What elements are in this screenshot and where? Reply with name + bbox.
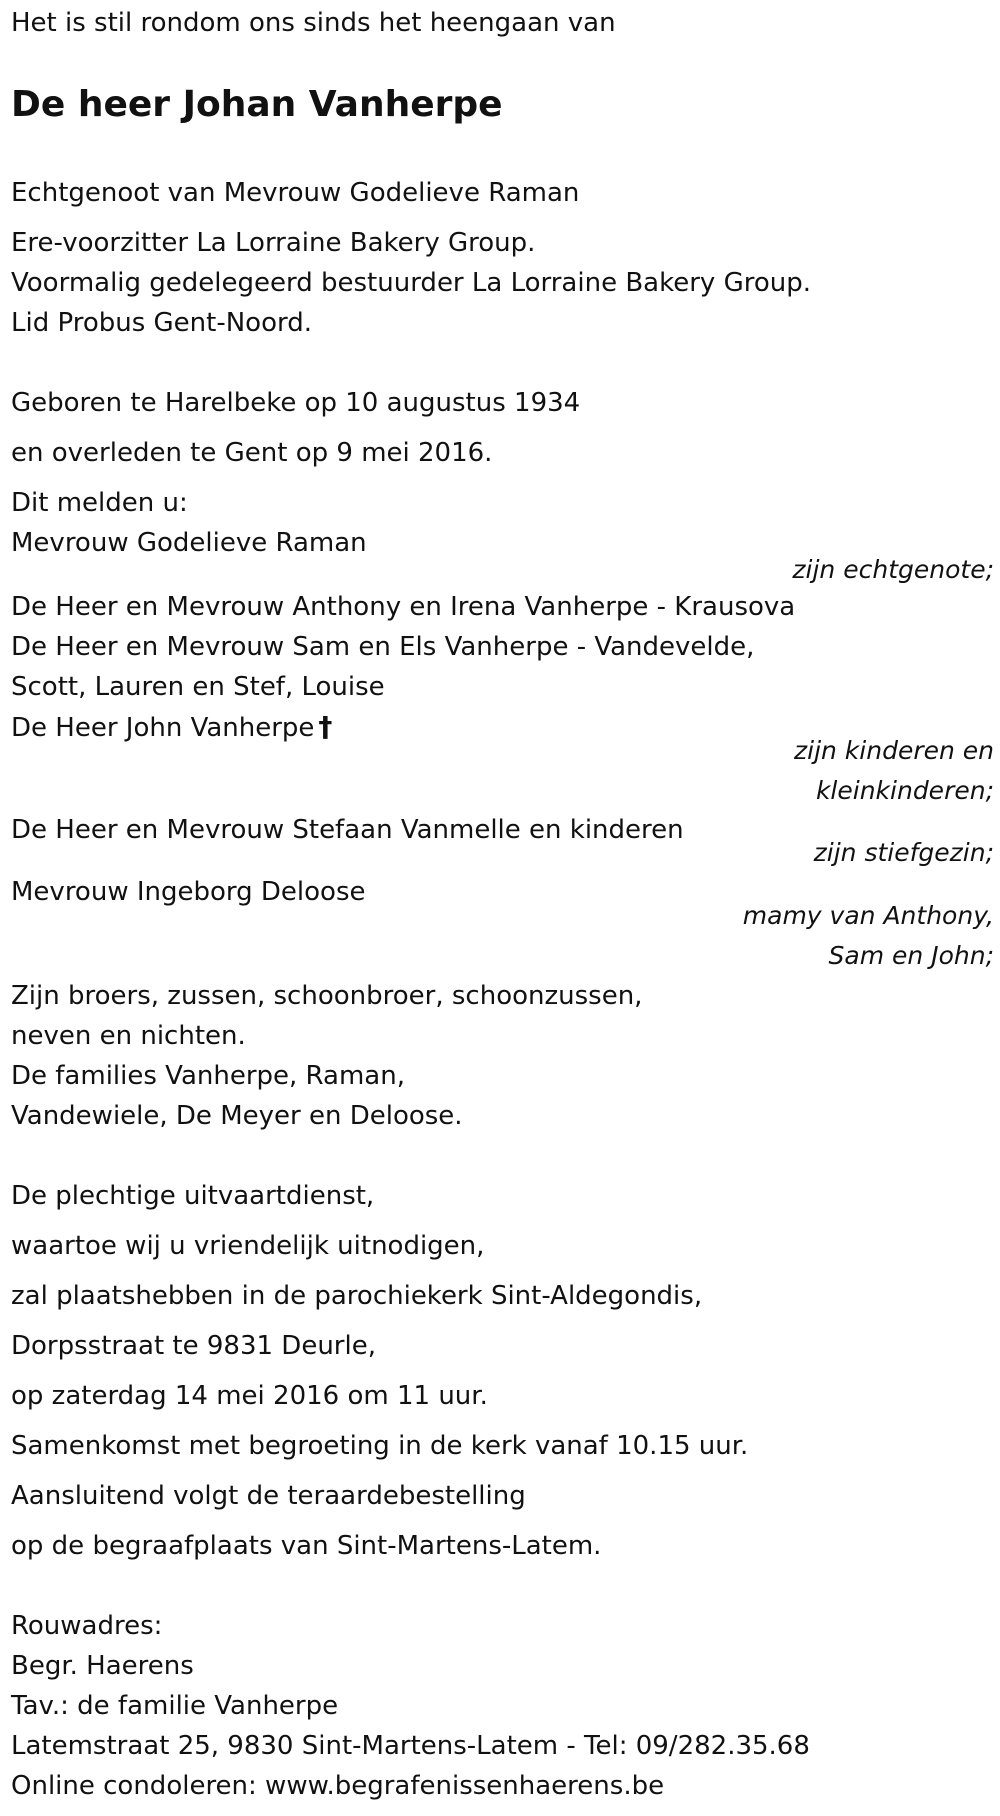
intro-line: Het is stil rondom ons sinds het heengaan van (11, 8, 616, 38)
address-label: Rouwadres: (11, 1611, 163, 1641)
mamy-role: mamy van Anthony, (742, 901, 994, 930)
title-line: Voormalig gedelegeerd bestuurder La Lorraine Bakery Group. (11, 268, 811, 298)
title-line: Lid Probus Gent-Noord. (11, 308, 312, 338)
service-line: op de begraafplaats van Sint-Martens-Latem. (11, 1531, 602, 1561)
child-line: Scott, Lauren en Stef, Louise (11, 672, 385, 702)
died-line: en overleden te Gent op 9 mei 2016. (11, 438, 493, 468)
announce-line: Dit melden u: (11, 488, 188, 518)
relatives-line: neven en nichten. (11, 1021, 246, 1051)
relatives-line: Zijn broers, zussen, schoonbroer, schoonzussen, (11, 981, 643, 1011)
cross-icon: † (318, 710, 333, 743)
child-line-john (11, 710, 332, 745)
mamy-name: Mevrouw Ingeborg Deloose (11, 877, 366, 907)
title-line: Ere-voorzitter La Lorraine Bakery Group. (11, 228, 536, 258)
service-line: Dorpsstraat te 9831 Deurle, (11, 1331, 376, 1361)
service-line: De plechtige uitvaartdienst, (11, 1181, 375, 1211)
service-line: zal plaatshebben in de parochiekerk Sint-Aldegondis, (11, 1281, 703, 1311)
step-role: zijn stiefgezin; (813, 838, 994, 867)
spouse-line: Echtgenoot van Mevrouw Godelieve Raman (11, 178, 580, 208)
service-line: op zaterdag 14 mei 2016 om 11 uur. (11, 1381, 488, 1411)
children-role: zijn kinderen en (794, 736, 994, 765)
spouse-role: zijn echtgenote; (792, 555, 994, 584)
address-line: Latemstraat 25, 9830 Sint-Martens-Latem - Tel: 09/282.35.68 (11, 1731, 810, 1761)
service-line: Samenkomst met begroeting in de kerk vanaf 10.15 uur. (11, 1431, 749, 1461)
step-family: De Heer en Mevrouw Stefaan Vanmelle en kinderen (11, 815, 684, 845)
born-line: Geboren te Harelbeke op 10 augustus 1934 (11, 388, 581, 418)
deceased-name: De heer Johan Vanherpe (11, 84, 503, 125)
child-line: De Heer en Mevrouw Anthony en Irena Vanherpe - Krausova (11, 592, 796, 622)
mamy-role: Sam en John; (828, 941, 994, 970)
children-role: kleinkinderen; (815, 776, 994, 805)
address-line: Begr. Haerens (11, 1651, 194, 1681)
address-line: Tav.: de familie Vanherpe (11, 1691, 339, 1721)
relatives-line: De families Vanherpe, Raman, (11, 1061, 405, 1091)
child-name: De Heer John Vanherpe (11, 713, 315, 743)
service-line: waartoe wij u vriendelijk uitnodigen, (11, 1231, 485, 1261)
service-line: Aansluitend volgt de teraardebestelling (11, 1481, 526, 1511)
spouse-name: Mevrouw Godelieve Raman (11, 528, 367, 558)
child-line: De Heer en Mevrouw Sam en Els Vanherpe - Vandevelde, (11, 632, 755, 662)
relatives-line: Vandewiele, De Meyer en Deloose. (11, 1101, 463, 1131)
condolence-link[interactable]: Online condoleren: www.begrafenissenhaerens.be (11, 1771, 665, 1801)
